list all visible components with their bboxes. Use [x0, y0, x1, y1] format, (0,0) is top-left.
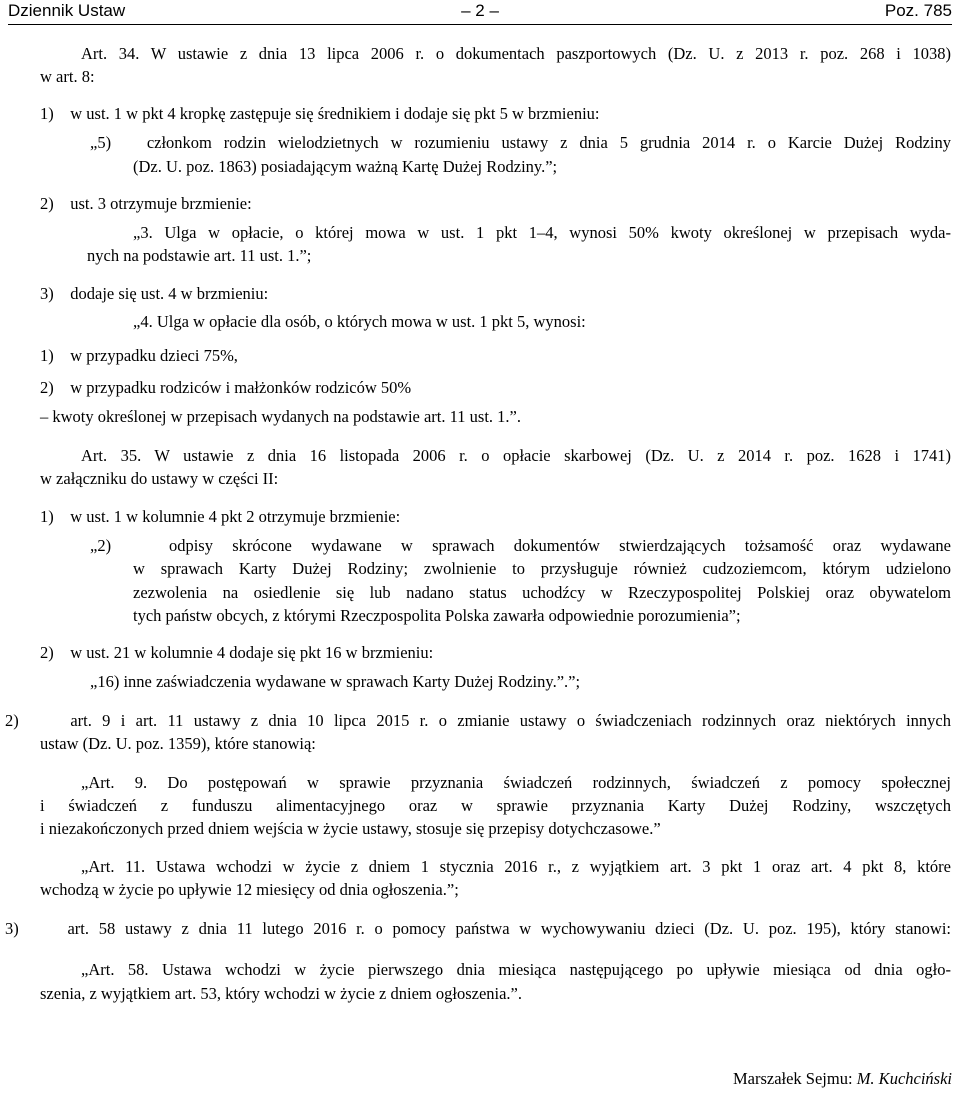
text-line: ustaw (Dz. U. poz. 1359), które stanowią:	[40, 734, 316, 753]
journal-title: Dziennik Ustaw	[8, 1, 126, 20]
text-line: „2) odpisy skrócone wydawane w sprawach dokumentów stwierdzających tożsamość oraz wydawane	[90, 536, 951, 555]
signature-label: Marszałek Sejmu:	[732, 1069, 853, 1088]
text-line: – kwoty określonej w przepisach wydanych na podstawie art. 11 ust. 1.”.	[40, 407, 521, 426]
text-line: i świadczeń z funduszu alimentacyjnego oraz w sprawie przyznania Karty Dużej Rodziny, wszczętych	[40, 796, 951, 815]
text-line: „Art. 11. Ustawa wchodzi w życie z dniem 1 stycznia 2016 r., z wyjątkiem art. 3 pkt 1 oraz art. 4 pkt 8, które	[81, 857, 951, 876]
text-line: 1) w ust. 1 w kolumnie 4 pkt 2 otrzymuje brzmienie:	[40, 507, 401, 526]
text-line: wchodzą w życie po upływie 12 miesięcy od dnia ogłoszenia.”;	[40, 880, 459, 899]
text-line: szenia, z wyjątkiem art. 53, który wchodzi w życie z dniem ogłoszenia.”.	[40, 984, 522, 1003]
text-line: 2) w przypadku rodziców i małżonków rodziców 50%	[40, 378, 412, 397]
page-header	[8, 0, 952, 24]
position-number: Poz. 785	[884, 1, 952, 20]
text-line: w sprawach Karty Dużej Rodziny; zwolnienie to przysługuje również cudzoziemcom, którym udzielono	[133, 559, 951, 578]
text-line: zezwolenia na osiedlenie się lub nadano status uchodźcy w Rzeczypospolitej Polskiej oraz obywatelom	[133, 583, 951, 602]
text-line: 2) w ust. 21 w kolumnie 4 dodaje się pkt 16 w brzmieniu:	[40, 643, 434, 662]
text-line: 2) ust. 3 otrzymuje brzmienie:	[40, 194, 252, 213]
text-line: Art. 34. W ustawie z dnia 13 lipca 2006 r. o dokumentach paszportowych (Dz. U. z 2013 r. poz. 268 i 1038)	[81, 44, 951, 63]
text-line: nych na podstawie art. 11 ust. 1.”;	[87, 246, 312, 265]
text-line: „16) inne zaświadczenia wydawane w sprawach Karty Dużej Rodziny.”.”;	[90, 672, 581, 691]
text-line: „Art. 58. Ustawa wchodzi w życie pierwszego dnia miesiąca następującego po upływie miesiąca od dnia ogło-	[81, 960, 951, 979]
page-number: – 2 –	[461, 1, 499, 20]
text-line: i niezakończonych przed dniem wejścia w życie ustawy, stosuje się przepisy dotychczasowe.”	[40, 819, 661, 838]
text-line: Art. 35. W ustawie z dnia 16 listopada 2006 r. o opłacie skarbowej (Dz. U. z 2014 r. poz. 1628 i 1741)	[81, 446, 951, 465]
text-line: 3) art. 58 ustawy z dnia 11 lutego 2016 r. o pomocy państwa w wychowywaniu dzieci (Dz. U. poz. 195), który stanowi:	[5, 919, 951, 938]
text-line: „4. Ulga w opłacie dla osób, o których mowa w ust. 1 pkt 5, wynosi:	[133, 312, 586, 331]
text-line: „5) członkom rodzin wielodzietnych w rozumieniu ustawy z dnia 5 grudnia 2014 r. o Karcie Dużej Rodziny	[90, 133, 951, 152]
text-line: (Dz. U. poz. 1863) posiadającym ważną Kartę Dużej Rodziny.”;	[133, 157, 558, 176]
header-rule	[8, 24, 952, 25]
text-line: „Art. 9. Do postępowań w sprawie przyznania świadczeń rodzinnych, świadczeń z pomocy społecznej	[81, 773, 951, 792]
signature-line	[733, 1068, 952, 1090]
text-line: 2) art. 9 i art. 11 ustawy z dnia 10 lipca 2015 r. o zmianie ustawy o świadczeniach rodzinnych oraz niektórych innych	[5, 711, 951, 730]
text-line: 1) w przypadku dzieci 75%,	[40, 346, 238, 365]
text-line: 3) dodaje się ust. 4 w brzmieniu:	[40, 284, 269, 303]
text-line: w załączniku do ustawy w części II:	[40, 469, 279, 488]
text-line: 1) w ust. 1 w pkt 4 kropkę zastępuje się średnikiem i dodaje się pkt 5 w brzmieniu:	[40, 104, 600, 123]
signatory-name: M. Kuchciński	[856, 1069, 952, 1088]
text-line: „3. Ulga w opłacie, o której mowa w ust. 1 pkt 1–4, wynosi 50% kwoty określonej w przepisach wyda-	[133, 223, 951, 242]
text-line: tych państw obcych, z którymi Rzeczpospolita Polska zawarła odpowiednie porozumienia”;	[133, 606, 741, 625]
text-line: w art. 8:	[40, 67, 95, 86]
